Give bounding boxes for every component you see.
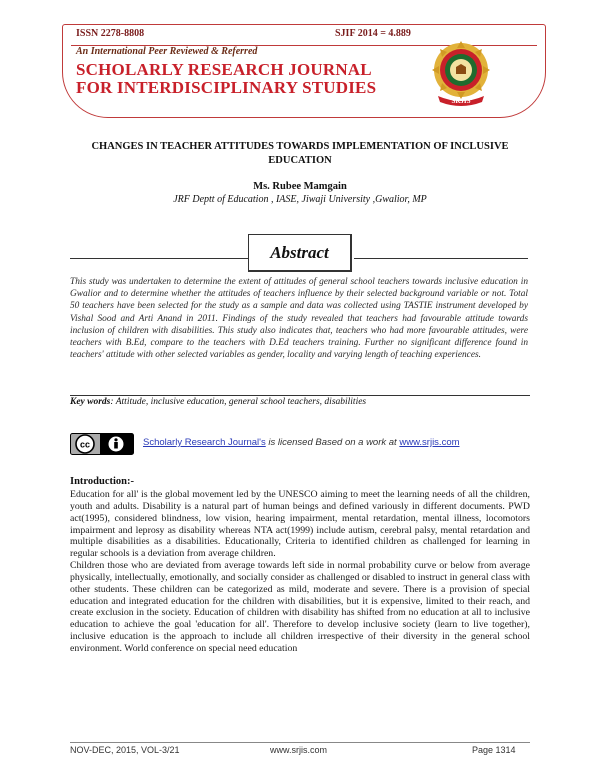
keywords-label: Key words (70, 397, 111, 407)
body-paragraph-1: Education for all' is the global movement led by the UNESCO aiming to meet the learning needs of all the children, youth and adults. Disability is a natural part of human beings and defined variously in different documents. PWD act(1995), considered blindness, low vision, hearing impairment, mental retardation, mental illness, locomotors impairment and leprosy as disability whereas NTA act(1999) include autism, cerebral palsy, mental retardation and multiple disabilities as a disabilities. Educationally, Criteria to identified children as challenged for learning in regular schools is a deviation from average children. (70, 489, 530, 560)
journal-seal-icon (428, 40, 494, 106)
footer-rule (70, 742, 530, 743)
paper-title: CHANGES IN TEACHER ATTITUDES TOWARDS IMPLEMENTATION OF INCLUSIVE EDUCATION (91, 141, 509, 166)
introduction-body (70, 489, 530, 655)
abstract-rule-left (70, 258, 248, 259)
seal-text: SRJIS (451, 97, 471, 105)
author-name: Ms. Rubee Mamgain (253, 181, 347, 192)
footer-issue: NOV-DEC, 2015, VOL-3/21 (70, 745, 180, 755)
introduction-heading: Introduction:- (70, 476, 134, 487)
journal-license-link[interactable]: Scholarly Research Journal's (143, 437, 266, 448)
journal-name-line1: SCHOLARLY RESEARCH JOURNAL (76, 60, 372, 79)
abstract-heading: Abstract (248, 234, 352, 272)
license-statement (143, 437, 460, 448)
license-middle-text: is licensed Based on a work at (265, 437, 400, 448)
footer-site: www.srjis.com (270, 745, 328, 755)
issn-label: ISSN 2278-8808 (76, 28, 145, 39)
creative-commons-badge-icon[interactable] (70, 433, 134, 455)
journal-name-line2: FOR INTERDISCIPLINARY STUDIES (76, 78, 377, 97)
keywords-line (70, 397, 530, 407)
abstract-rule-right (354, 258, 528, 259)
abstract-text: This study was undertaken to determine the extent of attitudes of general school teachers towards inclusive education in Gwalior and to determine whether the attitudes of teachers influence by their selected background variable or not. Total 50 teachers have been selected for the study as a sample and data was collected using TASTIE instrument developed by Vishal Sood and Arti Anand in 2011. Findings of the study revealed that teachers had favourable attitude towards inclusion of children with disabilities. This study also indicates that, teachers who had more favourable attitudes, were teachers with B.Ed, compare to the teachers with D.Ed teachers training. Further no significant difference found in teachers' attitude with other selected variables as gender, locality and varying length of teaching experiences. (70, 277, 528, 361)
sjif-label: SJIF 2014 = 4.889 (335, 28, 411, 39)
site-link[interactable]: www.srjis.com (399, 437, 460, 448)
keywords-text: : Attitude, inclusive education, general school teachers, disabilities (110, 397, 367, 407)
journal-tagline: An International Peer Reviewed & Referred (76, 46, 258, 57)
abstract-rule-bottom (70, 395, 530, 396)
cc-label: cc (79, 439, 91, 450)
footer-page-number: Page 1314 (472, 745, 516, 755)
body-paragraph-2: Children those who are deviated from average towards left side in normal probability curve or below from average physically, intellectually, emotionally, and socially consider as challenged or disabled to instruct in general class with other students. These children can be categorized as mild, moderate and severe. There is a provision of special education and integrated education for the children with disabilities, but it is expensive, limited to their reach, and create exclusion in the society. Education of children with disability has shifted from no education at all to inclusive education to achieve the goal 'education for all'. Therefore to develop inclusive society (learn to live together), inclusive education is the approach to include all children irrespective of their diversity in the general school environment. World conference on special need education (70, 560, 530, 654)
author-affiliation: JRF Deptt of Education , IASE, Jiwaji University ,Gwalior, MP (173, 194, 427, 205)
